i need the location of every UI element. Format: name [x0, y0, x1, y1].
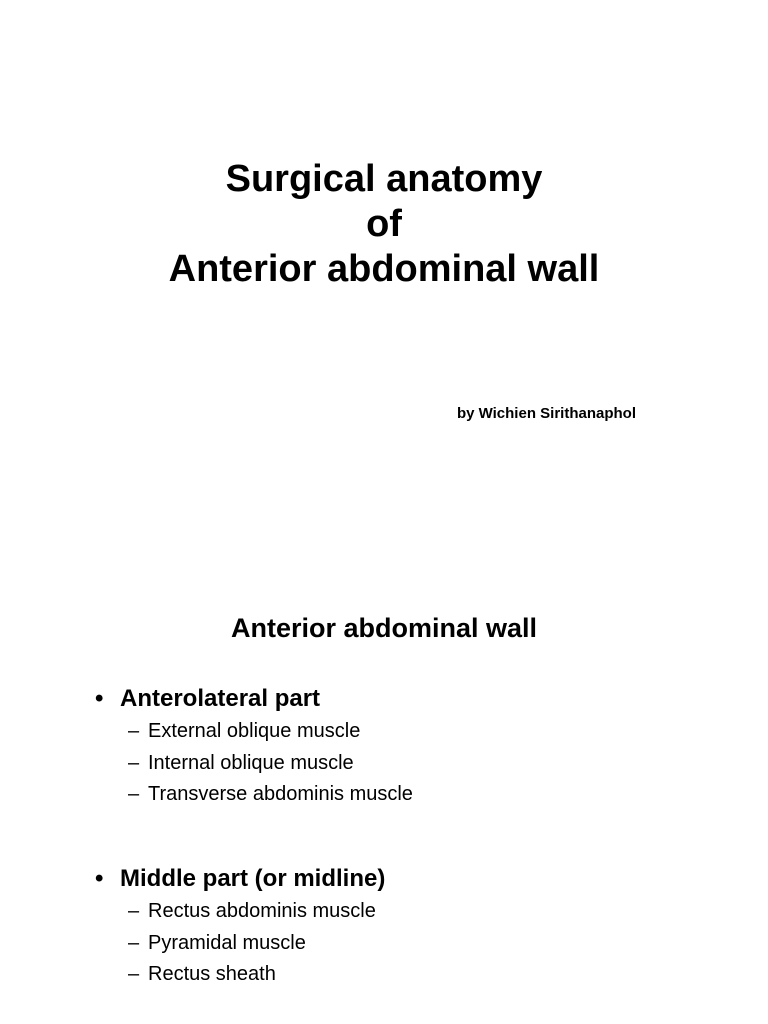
- bullet-item: [95, 864, 695, 991]
- presentation-title: [0, 157, 768, 292]
- author-byline: by Wichien Sirithanaphol: [456, 405, 636, 422]
- title-line: Surgical anatomy: [225, 158, 543, 200]
- bullet-heading: Middle part (or midline): [120, 865, 386, 892]
- bullet-marker: •: [95, 685, 104, 712]
- sub-list-item: [95, 779, 695, 811]
- sub-list-item: [95, 716, 695, 748]
- title-line: Anterior abdominal wall: [168, 248, 600, 290]
- bullet-heading: Anterolateral part: [120, 685, 321, 712]
- dash-marker: –: [128, 963, 140, 985]
- dash-marker: –: [128, 931, 140, 954]
- sub-item-text: External oblique muscle: [148, 720, 361, 742]
- dash-marker: –: [128, 751, 140, 774]
- sub-item-text: Transverse abdominis muscle: [148, 783, 413, 805]
- dash-marker: –: [128, 783, 140, 805]
- slide-title: Anterior abdominal wall: [230, 613, 538, 643]
- sub-list: [95, 896, 695, 991]
- bullet-marker: •: [95, 865, 104, 892]
- sub-item-text: Rectus abdominis muscle: [148, 900, 376, 922]
- content-slide: [0, 512, 768, 1024]
- dash-marker: –: [128, 720, 140, 742]
- title-line: of: [366, 203, 402, 245]
- sub-list-item: [95, 959, 695, 991]
- sub-list-item: [95, 748, 695, 780]
- sub-list: [95, 716, 695, 811]
- sub-list-item: [95, 896, 695, 928]
- sub-item-text: Rectus sheath: [148, 963, 276, 985]
- bullet-item: [95, 684, 695, 811]
- sub-item-text: Pyramidal muscle: [148, 931, 306, 954]
- sub-list-item: [95, 928, 695, 960]
- dash-marker: –: [128, 900, 140, 922]
- sub-item-text: Internal oblique muscle: [148, 751, 354, 774]
